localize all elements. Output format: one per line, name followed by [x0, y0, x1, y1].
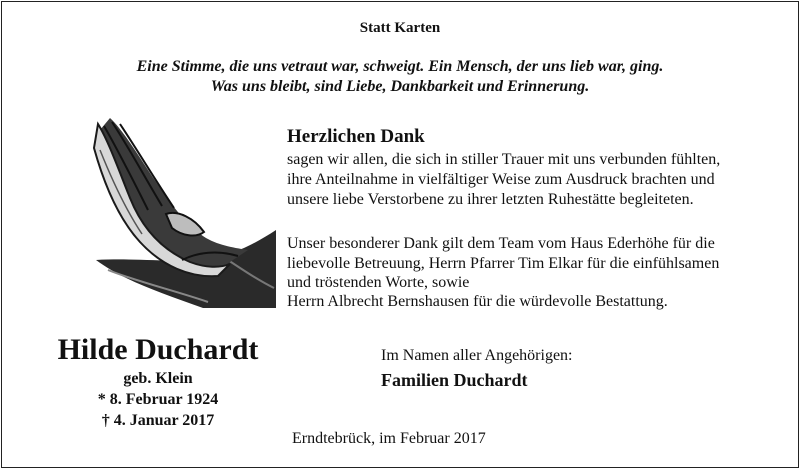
thanks-text-line: ihre Anteilnahme in vielfältiger Weise zum Ausdruck brachten und — [287, 171, 715, 188]
thanks-text-line: Herrn Albrecht Bernshausen für die würdevolle Bestattung. — [287, 293, 668, 310]
thanks-text-line: liebevolle Betreuung, Herrn Pfarrer Tim Elkar für die einfühlsamen — [287, 255, 720, 272]
notice-header: Statt Karten — [359, 20, 441, 36]
thanks-title: Herzlichen Dank — [287, 126, 425, 147]
thanks-text-line: sagen wir allen, die sich in stiller Trauer mit uns verbunden fühlten, — [287, 151, 721, 168]
maiden-name: geb. Klein — [123, 370, 193, 387]
praying-hands-icon — [78, 110, 276, 312]
thanks-text-line: Unser besonderer Dank gilt dem Team vom Haus Ederhöhe für die — [287, 235, 715, 252]
deceased-name: Hilde Duchardt — [57, 333, 259, 366]
quote-line-2: Was uns bleibt, sind Liebe, Dankbarkeit und Erinnerung. — [210, 78, 590, 95]
quote-line-1: Eine Stimme, die uns vetraut war, schweigt. Ein Mensch, der uns lieb war, ging. — [136, 58, 664, 75]
thanks-text-line: unsere liebe Verstorbene zu ihrer letzten Ruhestätte begleiteten. — [287, 191, 694, 208]
birth-date: * 8. Februar 1924 — [97, 391, 219, 408]
family-name: Familien Duchardt — [381, 370, 528, 390]
family-intro: Im Namen aller Angehörigen: — [381, 347, 573, 364]
death-date: † 4. Januar 2017 — [101, 412, 215, 429]
place-date: Erndtebrück, im Februar 2017 — [292, 430, 486, 447]
thanks-text-line: und tröstenden Worte, sowie — [287, 274, 470, 291]
